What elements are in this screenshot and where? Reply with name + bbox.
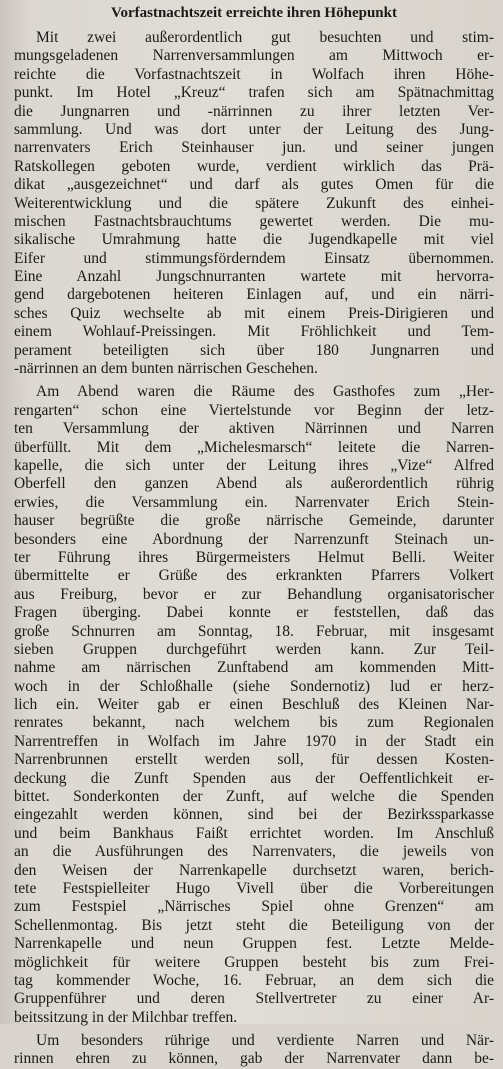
- text-line: reichte die Vorfastnachtszeit in Wolfach ihren Höhe-: [14, 65, 494, 83]
- text-line: nahme am närrischen Zunftabend am kommenden Mitt-: [14, 659, 494, 677]
- text-line: zum Festspiel „Närrisches Spiel ohne Grenzen“ am: [14, 898, 494, 916]
- text-line: sieben Gruppen durchgeführt werden kann. Zur Teil-: [14, 640, 494, 658]
- text-line: Am Abend waren die Räume des Gasthofes zum „Her-: [36, 383, 494, 401]
- text-line: rengarten“ schon eine Viertelstunde vor Beginn der letz-: [14, 401, 494, 419]
- text-line: mungsgeladenen Narrenversammlungen am Mittwoch er-: [14, 47, 494, 65]
- text-line: große Schnurren am Sonntag, 18. Februar, mit insgesamt: [14, 622, 494, 640]
- article: [14, 4, 494, 1069]
- text-line: rinnen ehren zu können, gab der Narrenvater dann be-: [14, 1050, 494, 1068]
- text-line: gend dargebotenen heiteren Einlagen auf, und ein närri-: [14, 286, 494, 304]
- paragraph: [14, 1032, 494, 1069]
- text-line: sches Quiz wechselte ab mit einem Preis-Dirigieren und: [14, 304, 494, 322]
- text-line: beitssitzung in der Milchbar treffen.: [14, 1008, 238, 1026]
- text-line: übermittelte er Grüße des erkrankten Pfarrers Volkert: [14, 567, 494, 585]
- text-line: Oberfell den ganzen Abend als außerordentlich rührig: [14, 475, 494, 493]
- text-line: Mit zwei außerordentlich gut besuchten und stim-: [36, 29, 494, 46]
- paragraph: [14, 29, 494, 378]
- text-line: Eine Anzahl Jungschnurranten wartete mit hervorra-: [14, 268, 494, 286]
- text-line: dikat „ausgezeichnet“ und darf als gutes Omen für die: [14, 176, 494, 194]
- text-line: punkt. Im Hotel „Kreuz“ trafen sich am Spätnachmittag: [14, 84, 494, 102]
- text-line: sikalische Umrahmung hatte die Jugendkapelle mit viel: [14, 231, 494, 249]
- text-line: Narrenbrunnen erstellt werden soll, für dessen Kosten-: [14, 751, 494, 769]
- text-line: Weiterentwicklung und die spätere Zukunft des einhei-: [14, 194, 494, 212]
- text-line: perament beteiligten sich über 180 Jungnarren und: [14, 341, 494, 359]
- text-line: lich ein. Weiter gab er einen Beschluß des Kleinen Nar-: [14, 696, 494, 714]
- text-line: aus Freiburg, bevor er zur Behandlung organisatorischer: [14, 585, 494, 603]
- text-line: mischen Fastnachtsbrauchtums gewertet werden. Die mu-: [14, 212, 494, 230]
- text-line: deckung die Zunft Spenden aus der Oeffentlichkeit er-: [14, 769, 494, 787]
- article-body: [14, 29, 494, 1069]
- text-line: ter Führung ihres Bürgermeisters Helmut Belli. Weiter: [14, 548, 494, 566]
- text-line: eingezahlt werden können, sind bei der Bezirkssparkasse: [14, 806, 494, 824]
- text-line: überfüllt. Mit dem „Michelesmarsch“ leitete die Narren-: [14, 438, 494, 456]
- text-line: an die Ausführungen des Narrenvaters, die jeweils von: [14, 843, 494, 861]
- text-line: hauser begrüßte die große närrische Gemeinde, darunter: [14, 512, 494, 530]
- text-line: Um besonders rührige und verdiente Narren und När-: [36, 1032, 494, 1050]
- text-line: Ratskollegen geboten wurde, verdient wirklich das Prä-: [14, 157, 494, 175]
- text-line: tete Festspielleiter Hugo Vivell über die Vorbereitungen: [14, 879, 494, 897]
- text-line: sammlung. Und was dort unter der Leitung des Jung-: [14, 120, 494, 138]
- text-line: möglichkeit für weitere Gruppen besteht bis zum Frei-: [14, 953, 494, 971]
- text-line: tag kommender Woche, 16. Februar, an dem sich die: [14, 971, 494, 989]
- text-line: Eifer und stimmungsförderndem Einsatz übernommen.: [14, 249, 494, 267]
- text-line: renrates bekannt, nach welchem bis zum Regionalen: [14, 714, 494, 732]
- text-line: -närrinnen an dem bunten närrischen Geschehen.: [14, 360, 318, 378]
- text-line: besonders eine Abordnung der Narrenzunft Steinach un-: [14, 530, 494, 548]
- text-line: narrenvaters Erich Steinhauser jun. und seiner jungen: [14, 139, 494, 157]
- text-line: den Weisen der Narrenkapelle durchsetzt waren, berich-: [14, 861, 494, 879]
- text-line: Gruppenführer und deren Stellvertreter zu einer Ar-: [14, 990, 494, 1008]
- text-line: einem Wohlauf-Preissingen. Mit Fröhlichkeit und Tem-: [14, 323, 494, 341]
- text-line: erwies, die Versammlung ein. Narrenvater Erich Stein-: [14, 493, 494, 511]
- text-line: ten Versammlung der aktiven Närrinnen und Narren: [14, 420, 494, 438]
- text-line: Narrentreffen in Wolfach im Jahre 1970 in der Stadt ein: [14, 732, 494, 750]
- paragraph: [14, 383, 494, 1027]
- article-headline: Vorfastnachtszeit erreichte ihren Höhepunkt: [111, 5, 397, 21]
- text-line: die Jungnarren und -närrinnen zu ihrer letzten Ver-: [14, 102, 494, 120]
- text-line: bittet. Sonderkonten der Zunft, auf welche die Spenden: [14, 788, 494, 806]
- text-line: kapelle, die sich unter der Leitung ihres „Vize“ Alfred: [14, 456, 494, 474]
- text-line: woch in der Schloßhalle (siehe Sondernotiz) lud er herz-: [14, 677, 494, 695]
- text-line: und beim Bankhaus Faißt errichtet worden. Im Anschluß: [14, 824, 494, 842]
- text-line: Fragen überging. Dabei konnte er feststellen, daß das: [14, 604, 494, 622]
- text-line: Schellenmontag. Bis jetzt steht die Beteiligung von der: [14, 916, 494, 934]
- text-line: Narrenkapelle und neun Gruppen fest. Letzte Melde-: [14, 935, 494, 953]
